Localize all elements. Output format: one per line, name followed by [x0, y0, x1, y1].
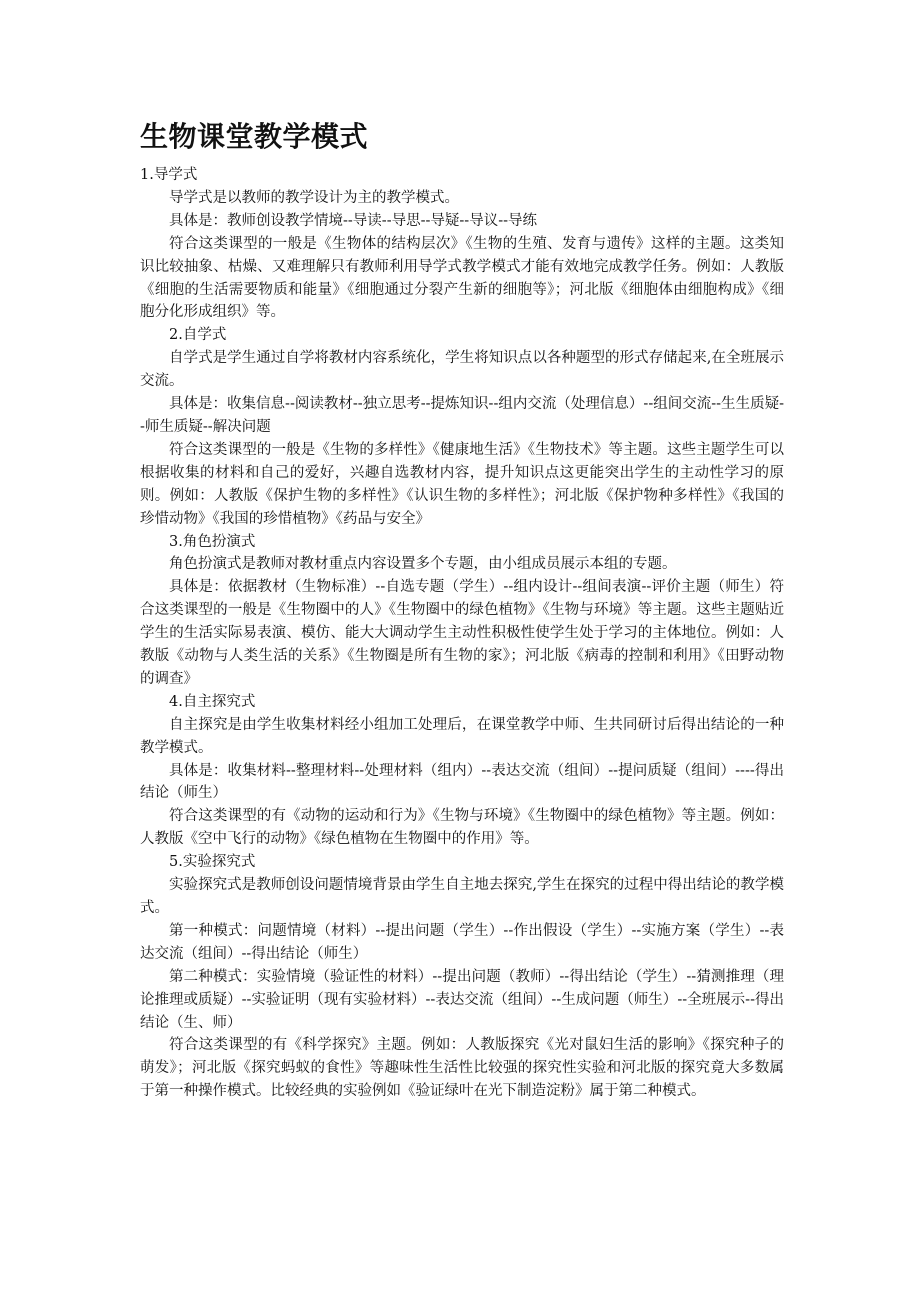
paragraph: 导学式是以教师的教学设计为主的教学模式。	[169, 189, 459, 206]
paragraph: 符合这类课型的有《动物的运动和行为》《生物与环境》《生物圈中的绿色植物》等主题。例如：人教版《空中飞行的动物》《绿色植物在生物圈中的作用》等。	[140, 808, 784, 848]
paragraph: 具体是：收集材料--整理材料--处理材料（组内）--表达交流（组间）--提问质疑（组间）----得出结论（师生）	[140, 762, 784, 802]
paragraph: 自学式是学生通过自学将教材内容系统化，学生将知识点以各种题型的形式存储起来,在全班展示交流。	[140, 350, 784, 390]
paragraph: 具体是：教师创设教学情境--导读--导思--导疑--导议--导练	[169, 212, 537, 229]
paragraph: 第一种模式：问题情境（材料）--提出问题（学生）--作出假设（学生）--实施方案（学生）--表达交流（组间）--得出结论（师生）	[140, 922, 784, 962]
paragraph: 角色扮演式是教师对教材重点内容设置多个专题，由小组成员展示本组的专题。	[169, 556, 677, 573]
section-heading: 5.实验探究式	[169, 854, 256, 871]
paragraph: 符合这类课型的有《科学探究》主题。例如：人教版探究《光对鼠妇生活的影响》《探究种子的萌发》；河北版《探究蚂蚁的食性》等趣味性生活性比较强的探究性实验和河北版的探究竟大多数属于第一种操作模式。比较经典的实验例如《验证绿叶在光下制造淀粉》属于第二种模式。	[140, 1037, 784, 1100]
section-heading: 1.导学式	[140, 167, 198, 183]
document-title: 生物课堂教学模式	[140, 120, 369, 153]
paragraph: 具体是：依据教材（生物标准）--自选专题（学生）--组内设计--组间表演--评价主题（师生）符合这类课型的一般是《生物圈中的人》《生物圈中的绿色植物》《生物与环境》等主题。这些主题贴近学生的生活实际易表演、模仿、能大大调动学生主动性积极性使学生处于学习的主体地位。例如：人教版《动物与人类生活的关系》《生物圈是所有生物的家》；河北版《病毒的控制和利用》《田野动物的调查》	[140, 579, 784, 687]
section-heading: 3.角色扮演式	[169, 533, 256, 550]
document-page	[140, 116, 784, 1103]
paragraph: 第二种模式：实验情境（验证性的材料）--提出问题（教师）--得出结论（学生）--猜测推理（理论推理或质疑）--实验证明（现有实验材料）--表达交流（组间）--生成问题（师生）--全班展示--得出结论（生、师）	[140, 968, 784, 1031]
paragraph: 自主探究是由学生收集材料经小组加工处理后，在课堂教学中师、生共同研讨后得出结论的一种教学模式。	[140, 716, 784, 756]
paragraph: 符合这类课型的一般是《生物体的结构层次》《生物的生殖、发育与遗传》这样的主题。这类知识比较抽象、枯燥、又难理解只有教师利用导学式教学模式才能有效地完成教学任务。例如：人教版《细胞的生活需要物质和能量》《细胞通过分裂产生新的细胞等》；河北版《细胞体由细胞构成》《细胞分化形成组织》等。	[140, 235, 784, 321]
section-heading: 2.自学式	[169, 327, 227, 344]
section-heading: 4.自主探究式	[169, 693, 256, 710]
paragraph: 具体是：收集信息--阅读教材--独立思考--提炼知识--组内交流（处理信息）--组间交流--生生质疑--师生质疑--解决问题	[140, 396, 784, 435]
paragraph: 实验探究式是教师创设问题情境背景由学生自主地去探究,学生在探究的过程中得出结论的教学模式。	[140, 877, 784, 916]
paragraph: 符合这类课型的一般是《生物的多样性》《健康地生活》《生物技术》等主题。这些主题学生可以根据收集的材料和自己的爱好，兴趣自选教材内容，提升知识点这更能突出学生的主动性学习的原则。例如：人教版《保护生物的多样性》《认识生物的多样性》；河北版《保护物种多样性》《我国的珍惜动物》《我国的珍惜植物》《药品与安全》	[140, 441, 784, 527]
